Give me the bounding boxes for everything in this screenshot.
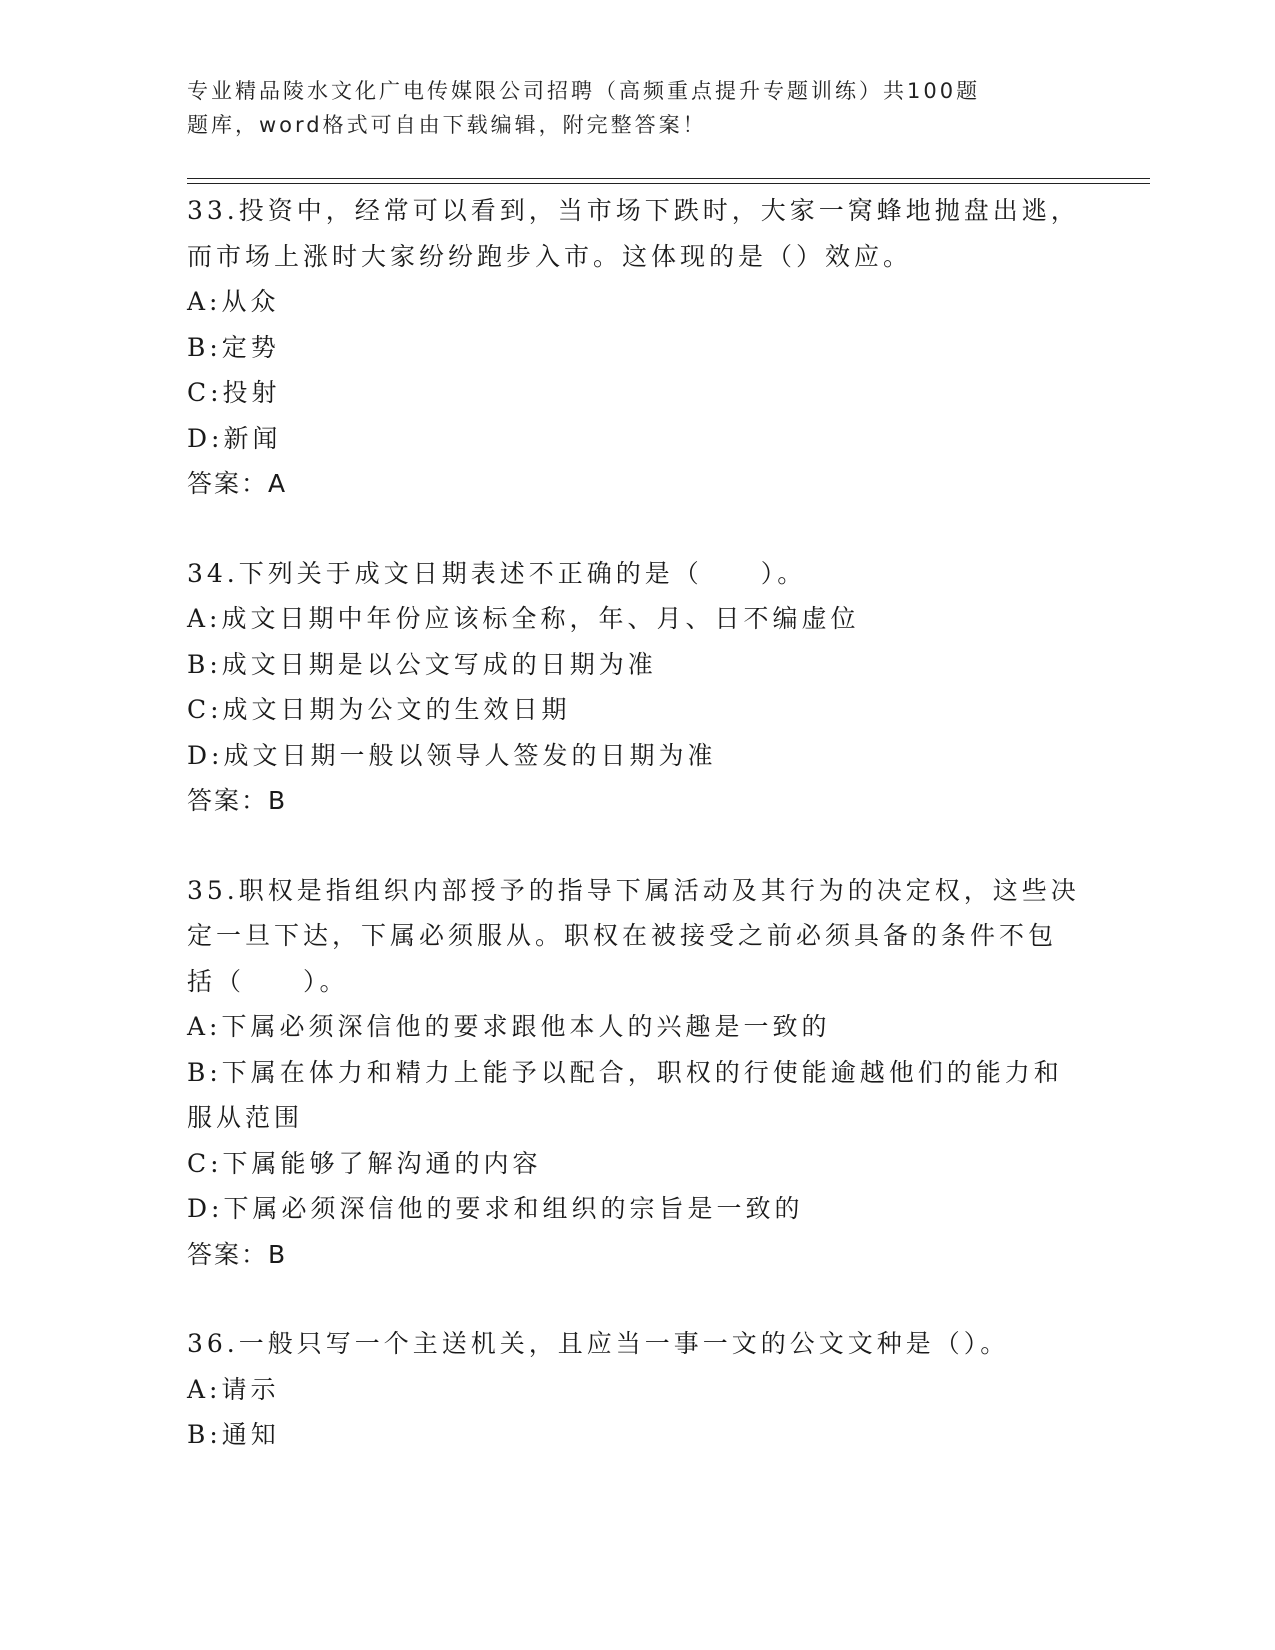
question-34 (187, 551, 1087, 824)
option-d: D:下属必须深信他的要求和组织的宗旨是一致的 (187, 1194, 804, 1223)
question-36 (187, 1321, 1087, 1458)
question-text: 35.职权是指组织内部授予的指导下属活动及其行为的决定权，这些决 (187, 875, 1080, 905)
option-a: A:请示 (187, 1374, 280, 1404)
question-33 (187, 188, 1087, 507)
question-text: 33.投资中，经常可以看到，当市场下跌时，大家一窝蜂地抛盘出逃， (187, 196, 1080, 225)
option-b: B:通知 (187, 1420, 280, 1449)
option-a: A:从众 (187, 287, 280, 316)
option-b: B:下属在体力和精力上能予以配合，职权的行使能逾越他们的能力和 (187, 1057, 1063, 1087)
option-c: C:投射 (187, 378, 281, 407)
option-b: B:定势 (187, 332, 280, 362)
header-line-2: 题库，word格式可自由下载编辑，附完整答案！ (187, 113, 707, 137)
header-line-1: 专业精品陵水文化广电传媒限公司招聘（高频重点提升专题训练）共100题 (187, 79, 981, 103)
question-text: 34.下列关于成文日期表述不正确的是（ ）。 (187, 558, 807, 588)
question-text: 括（ ）。 (187, 966, 349, 996)
option-b-continued: 服从范围 (187, 1103, 304, 1132)
question-text: 而市场上涨时大家纷纷跑步入市。这体现的是（）效应。 (187, 241, 913, 271)
option-b: B:成文日期是以公文写成的日期为准 (187, 649, 657, 679)
answer-text: 答案：A (187, 469, 288, 498)
option-d: D:成文日期一般以领导人签发的日期为准 (187, 740, 717, 770)
option-a: A:下属必须深信他的要求跟他本人的兴趣是一致的 (187, 1012, 831, 1041)
header-divider-bottom (187, 183, 1150, 184)
option-d: D:新闻 (187, 423, 282, 453)
option-a: A:成文日期中年份应该标全称，年、月、日不编虚位 (187, 604, 860, 633)
answer-text: 答案：B (187, 1239, 288, 1269)
header-divider-top (187, 178, 1150, 179)
option-c: C:下属能够了解沟通的内容 (187, 1148, 542, 1178)
document-header (187, 74, 1027, 142)
question-35 (187, 868, 1087, 1278)
option-c: C:成文日期为公文的生效日期 (187, 695, 571, 724)
answer-text: 答案：B (187, 786, 288, 815)
question-text: 36.一般只写一个主送机关，且应当一事一文的公文文种是（）。 (187, 1329, 1010, 1358)
question-list (187, 188, 1087, 1502)
question-text: 定一旦下达，下属必须服从。职权在被接受之前必须具备的条件不包 (187, 921, 1058, 950)
